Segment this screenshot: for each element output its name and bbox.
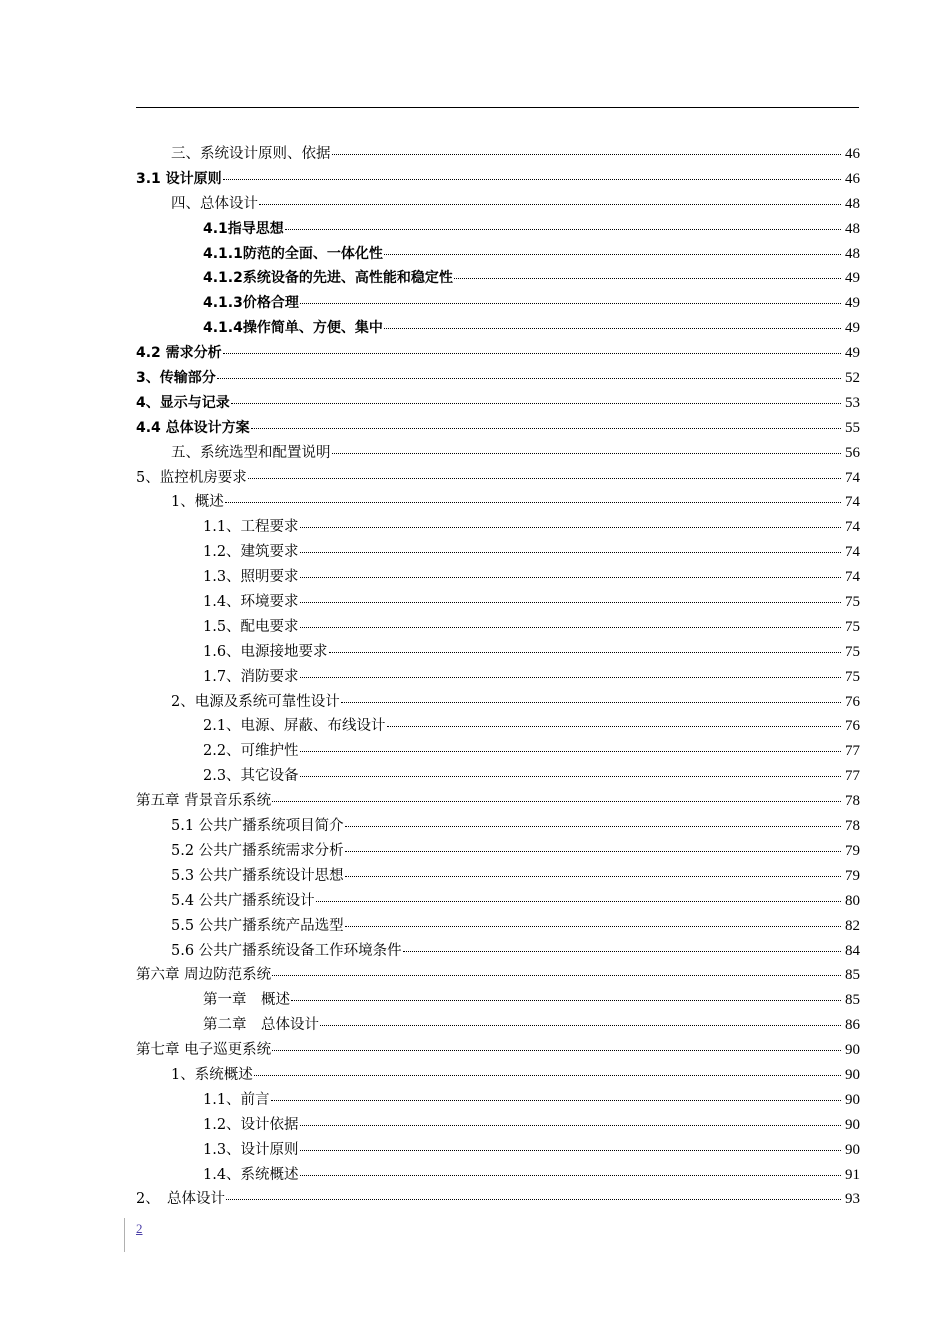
toc-entry-label: 四、总体设计 bbox=[171, 195, 258, 212]
toc-dot-leader bbox=[217, 378, 841, 379]
toc-entry[interactable] bbox=[136, 1088, 860, 1113]
toc-entry[interactable] bbox=[136, 366, 860, 391]
toc-entry-label: 2、电源及系统可靠性设计 bbox=[171, 693, 340, 710]
toc-entry-label: 1、概述 bbox=[171, 494, 224, 511]
toc-dot-leader bbox=[387, 726, 841, 727]
toc-dot-leader bbox=[345, 876, 841, 877]
toc-entry[interactable] bbox=[136, 764, 860, 789]
toc-dot-leader bbox=[271, 1100, 841, 1101]
toc-entry[interactable] bbox=[136, 217, 860, 242]
toc-entry-page-number: 49 bbox=[845, 320, 860, 337]
toc-entry[interactable] bbox=[136, 963, 860, 988]
toc-entry-page-number: 75 bbox=[845, 668, 860, 685]
toc-entry[interactable] bbox=[136, 789, 860, 814]
toc-entry[interactable] bbox=[136, 939, 860, 964]
toc-entry-label: 1.7、消防要求 bbox=[203, 668, 299, 685]
toc-entry[interactable] bbox=[136, 1063, 860, 1088]
toc-entry-label: 第一章 概述 bbox=[203, 992, 290, 1009]
toc-entry-label: 1.3、设计原则 bbox=[203, 1141, 299, 1158]
toc-entry-page-number: 90 bbox=[845, 1116, 860, 1133]
toc-dot-leader bbox=[300, 303, 841, 304]
toc-entry[interactable] bbox=[136, 192, 860, 217]
toc-dot-leader bbox=[454, 278, 841, 279]
toc-entry-page-number: 90 bbox=[845, 1042, 860, 1059]
toc-dot-leader bbox=[272, 801, 841, 802]
toc-dot-leader bbox=[291, 1000, 841, 1001]
toc-dot-leader bbox=[345, 926, 841, 927]
toc-dot-leader bbox=[345, 851, 841, 852]
toc-dot-leader bbox=[341, 702, 841, 703]
toc-entry-label: 5.6 公共广播系统设备工作环境条件 bbox=[171, 942, 402, 959]
toc-entry[interactable] bbox=[136, 441, 860, 466]
toc-entry-page-number: 48 bbox=[845, 245, 860, 262]
toc-entry-label: 1.5、配电要求 bbox=[203, 618, 299, 635]
toc-entry-page-number: 46 bbox=[845, 170, 860, 187]
toc-entry[interactable] bbox=[136, 739, 860, 764]
toc-entry-label: 1、系统概述 bbox=[171, 1066, 253, 1083]
toc-entry-page-number: 56 bbox=[845, 444, 860, 461]
toc-entry[interactable] bbox=[136, 615, 860, 640]
toc-entry-page-number: 90 bbox=[845, 1091, 860, 1108]
toc-entry[interactable] bbox=[136, 316, 860, 341]
toc-entry-label: 5.5 公共广播系统产品选型 bbox=[171, 917, 344, 934]
toc-entry-page-number: 79 bbox=[845, 842, 860, 859]
toc-dot-leader bbox=[300, 677, 841, 678]
toc-entry[interactable] bbox=[136, 590, 860, 615]
toc-entry-page-number: 85 bbox=[845, 992, 860, 1009]
toc-dot-leader bbox=[248, 478, 841, 479]
toc-dot-leader bbox=[259, 204, 841, 205]
toc-dot-leader bbox=[384, 254, 841, 255]
toc-entry[interactable] bbox=[136, 466, 860, 491]
toc-entry-page-number: 49 bbox=[845, 345, 860, 362]
toc-dot-leader bbox=[226, 1199, 841, 1200]
toc-entry-label: 第七章 电子巡更系统 bbox=[136, 1042, 272, 1059]
toc-entry[interactable] bbox=[136, 391, 860, 416]
toc-entry[interactable] bbox=[136, 242, 860, 267]
page-number[interactable]: 2 bbox=[136, 1221, 143, 1236]
toc-dot-leader bbox=[225, 502, 841, 503]
toc-entry-page-number: 85 bbox=[845, 967, 860, 984]
toc-dot-leader bbox=[300, 1175, 841, 1176]
toc-entry-label: 5.1 公共广播系统项目简介 bbox=[171, 818, 344, 835]
footer-page-marker bbox=[124, 1218, 143, 1252]
toc-entry[interactable] bbox=[136, 291, 860, 316]
toc-entry-label: 2、 总体设计 bbox=[136, 1191, 225, 1208]
toc-entry-label: 第六章 周边防范系统 bbox=[136, 967, 272, 984]
toc-entry-page-number: 84 bbox=[845, 942, 860, 959]
toc-entry[interactable] bbox=[136, 714, 860, 739]
toc-entry-label: 1.1、工程要求 bbox=[203, 519, 299, 536]
toc-entry[interactable] bbox=[136, 640, 860, 665]
toc-entry-label: 2.1、电源、屏蔽、布线设计 bbox=[203, 718, 386, 735]
toc-entry-page-number: 46 bbox=[845, 146, 860, 162]
toc-entry-label: 5、监控机房要求 bbox=[136, 469, 247, 486]
toc-entry-page-number: 74 bbox=[845, 494, 860, 511]
toc-dot-leader bbox=[300, 627, 841, 628]
toc-entry-page-number: 52 bbox=[845, 370, 860, 387]
toc-entry-page-number: 55 bbox=[845, 419, 860, 436]
toc-entry-page-number: 75 bbox=[845, 618, 860, 635]
toc-dot-leader bbox=[403, 951, 841, 952]
toc-entry-label: 1.3、照明要求 bbox=[203, 569, 299, 586]
toc-dot-leader bbox=[345, 826, 841, 827]
toc-dot-leader bbox=[272, 1050, 841, 1051]
toc-dot-leader bbox=[300, 751, 841, 752]
toc-entry[interactable] bbox=[136, 416, 860, 441]
toc-entry-label: 4.4 总体设计方案 bbox=[136, 419, 250, 436]
toc-dot-leader bbox=[332, 453, 842, 454]
toc-entry[interactable] bbox=[136, 167, 860, 192]
table-of-contents bbox=[136, 142, 860, 1212]
toc-entry-page-number: 74 bbox=[845, 569, 860, 586]
toc-dot-leader bbox=[254, 1075, 841, 1076]
toc-entry-page-number: 78 bbox=[845, 793, 860, 810]
toc-dot-leader bbox=[320, 1025, 841, 1026]
toc-entry-label: 1.6、电源接地要求 bbox=[203, 643, 328, 660]
toc-entry-label: 5.2 公共广播系统需求分析 bbox=[171, 842, 344, 859]
toc-entry[interactable] bbox=[136, 914, 860, 939]
toc-entry[interactable] bbox=[136, 1138, 860, 1163]
toc-entry-label: 2.2、可维护性 bbox=[203, 743, 299, 760]
toc-entry[interactable] bbox=[136, 665, 860, 690]
toc-entry-label: 4.1指导思想 bbox=[203, 220, 284, 237]
toc-entry-page-number: 48 bbox=[845, 195, 860, 212]
toc-entry-label: 5.3 公共广播系统设计思想 bbox=[171, 867, 344, 884]
toc-entry-label: 4.1.3价格合理 bbox=[203, 295, 299, 312]
toc-entry-label: 1.2、设计依据 bbox=[203, 1116, 299, 1133]
toc-entry-page-number: 75 bbox=[845, 643, 860, 660]
toc-entry[interactable] bbox=[136, 540, 860, 565]
toc-entry-page-number: 74 bbox=[845, 544, 860, 561]
toc-entry[interactable] bbox=[136, 142, 860, 167]
toc-entry[interactable] bbox=[136, 988, 860, 1013]
toc-entry[interactable] bbox=[136, 1013, 860, 1038]
toc-entry[interactable] bbox=[136, 1163, 860, 1188]
toc-entry[interactable] bbox=[136, 839, 860, 864]
toc-entry-label: 三、系统设计原则、依据 bbox=[171, 146, 331, 162]
toc-dot-leader bbox=[300, 577, 841, 578]
toc-dot-leader bbox=[223, 353, 841, 354]
toc-entry-page-number: 77 bbox=[845, 768, 860, 785]
toc-entry[interactable] bbox=[136, 565, 860, 590]
toc-entry[interactable] bbox=[136, 341, 860, 366]
toc-entry-label: 2.3、其它设备 bbox=[203, 768, 299, 785]
toc-entry-page-number: 86 bbox=[845, 1017, 860, 1034]
toc-dot-leader bbox=[300, 1125, 841, 1126]
toc-entry[interactable] bbox=[136, 1038, 860, 1063]
toc-entry-page-number: 75 bbox=[845, 594, 860, 611]
toc-entry-page-number: 90 bbox=[845, 1141, 860, 1158]
toc-entry-page-number: 49 bbox=[845, 295, 860, 312]
toc-dot-leader bbox=[300, 776, 841, 777]
toc-entry-label: 4.1.2系统设备的先进、高性能和稳定性 bbox=[203, 270, 453, 287]
toc-entry[interactable] bbox=[136, 1187, 860, 1212]
toc-entry-page-number: 91 bbox=[845, 1166, 860, 1183]
toc-entry-page-number: 76 bbox=[845, 693, 860, 710]
toc-entry-page-number: 79 bbox=[845, 867, 860, 884]
toc-dot-leader bbox=[316, 901, 841, 902]
toc-entry-page-number: 90 bbox=[845, 1066, 860, 1083]
toc-dot-leader bbox=[332, 154, 842, 155]
toc-entry-label: 5.4 公共广播系统设计 bbox=[171, 892, 315, 909]
toc-entry[interactable] bbox=[136, 266, 860, 291]
toc-dot-leader bbox=[300, 602, 841, 603]
toc-entry-page-number: 78 bbox=[845, 818, 860, 835]
toc-dot-leader bbox=[300, 1150, 841, 1151]
toc-dot-leader bbox=[223, 179, 841, 180]
toc-entry-label: 1.4、系统概述 bbox=[203, 1166, 299, 1183]
toc-entry-page-number: 74 bbox=[845, 469, 860, 486]
toc-entry-label: 1.2、建筑要求 bbox=[203, 544, 299, 561]
toc-entry[interactable] bbox=[136, 1113, 860, 1138]
toc-entry-label: 3.1 设计原则 bbox=[136, 170, 222, 187]
toc-entry-page-number: 76 bbox=[845, 718, 860, 735]
toc-entry-page-number: 80 bbox=[845, 892, 860, 909]
toc-entry-label: 1.4、环境要求 bbox=[203, 594, 299, 611]
toc-dot-leader bbox=[285, 229, 841, 230]
toc-entry-label: 1.1、前言 bbox=[203, 1091, 270, 1108]
toc-entry-label: 第五章 背景音乐系统 bbox=[136, 793, 272, 810]
toc-entry-label: 4.1.4操作简单、方便、集中 bbox=[203, 320, 383, 337]
toc-entry-label: 3、传输部分 bbox=[136, 370, 216, 387]
toc-entry[interactable] bbox=[136, 515, 860, 540]
toc-entry[interactable] bbox=[136, 889, 860, 914]
toc-dot-leader bbox=[231, 403, 841, 404]
toc-entry-page-number: 93 bbox=[845, 1191, 860, 1208]
toc-dot-leader bbox=[300, 552, 841, 553]
toc-dot-leader bbox=[272, 975, 841, 976]
toc-entry-page-number: 53 bbox=[845, 394, 860, 411]
toc-entry-label: 第二章 总体设计 bbox=[203, 1017, 319, 1034]
toc-entry[interactable] bbox=[136, 490, 860, 515]
toc-entry-label: 4.2 需求分析 bbox=[136, 345, 222, 362]
toc-entry[interactable] bbox=[136, 690, 860, 715]
toc-dot-leader bbox=[384, 328, 841, 329]
toc-dot-leader bbox=[300, 527, 841, 528]
toc-entry-page-number: 74 bbox=[845, 519, 860, 536]
toc-entry-label: 4.1.1防范的全面、一体化性 bbox=[203, 245, 383, 262]
header-rule bbox=[136, 107, 859, 108]
toc-entry[interactable] bbox=[136, 864, 860, 889]
toc-entry-page-number: 48 bbox=[845, 220, 860, 237]
toc-entry-label: 4、显示与记录 bbox=[136, 394, 230, 411]
toc-dot-leader bbox=[329, 652, 841, 653]
toc-entry-page-number: 82 bbox=[845, 917, 860, 934]
toc-entry-label: 五、系统选型和配置说明 bbox=[171, 444, 331, 461]
toc-dot-leader bbox=[251, 428, 841, 429]
toc-entry-page-number: 77 bbox=[845, 743, 860, 760]
toc-entry[interactable] bbox=[136, 814, 860, 839]
toc-entry-page-number: 49 bbox=[845, 270, 860, 287]
